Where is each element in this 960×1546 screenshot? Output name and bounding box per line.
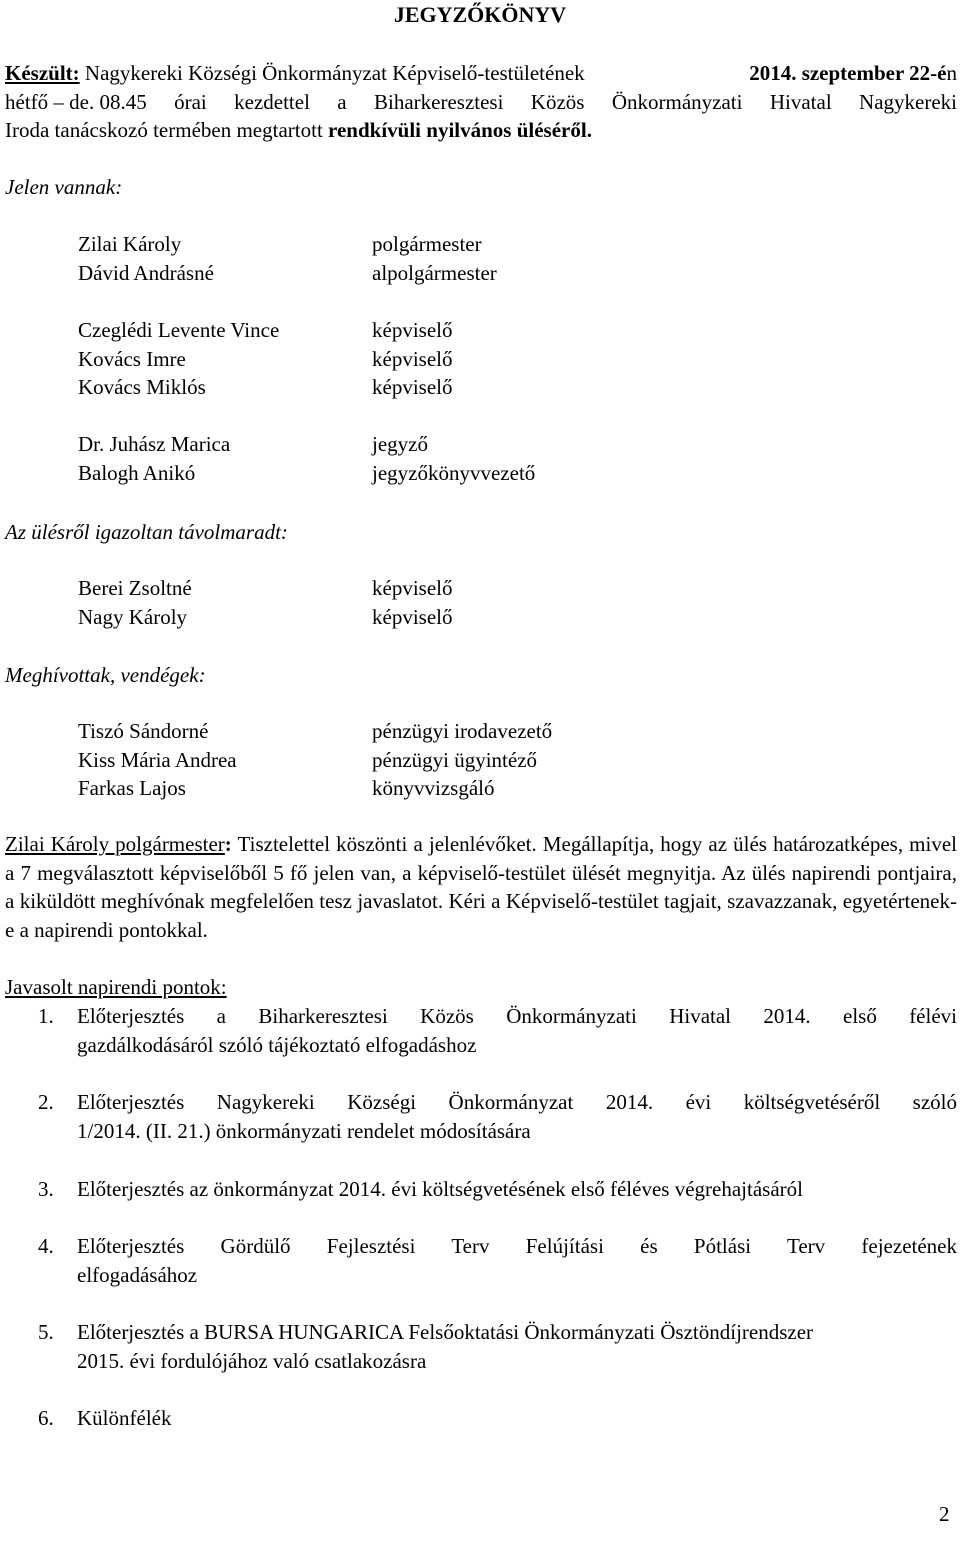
intro-text-3: Iroda tanácskozó termében megtartott <box>5 118 323 142</box>
opening-text: Tisztelettel köszönti a jelenlévőket. Megállapítja, hogy az ülés határozatképes, mivel a 7 megválasztott képviselőből 5 fő jelen van, a képviselő-testület ülését megnyitja. Az ülés napirendi pontjaira, a kiküldött meghívónak megfelelően tesz javaslatot. Kéri a Képviselő-testület tagjait, szavazzanak, egyetértenek-e a napirendi pontokkal. <box>5 832 958 942</box>
agenda-number: 2. <box>38 1090 54 1114</box>
guest-name: Kiss Mária Andrea <box>78 747 237 772</box>
absentee-role: képviselő <box>372 576 453 600</box>
intro-paragraph <box>5 59 957 145</box>
agenda-number: 4. <box>38 1234 54 1258</box>
absent-heading: Az ülésről igazoltan távolmaradt: <box>5 520 288 544</box>
present-group-1 <box>78 230 778 287</box>
absentee-name: Nagy Károly <box>78 604 188 629</box>
attendee-role: képviselő <box>372 346 453 371</box>
attendee-role: képviselő <box>372 375 453 399</box>
agenda-line: Különfélék <box>77 1406 172 1430</box>
agenda-line: Előterjesztés Gördülő Fejlesztési Terv Felújítási és Pótlási Terv fejezetének <box>77 1234 957 1258</box>
agenda-heading: Javasolt napirendi pontok: <box>5 975 227 999</box>
agenda-number: 6. <box>38 1406 54 1430</box>
agenda-line: gazdálkodásáról szóló tájékoztató elfogadáshoz <box>77 1032 477 1057</box>
roster-row <box>78 574 778 603</box>
speaker-label: Zilai Károly polgármester <box>5 832 225 856</box>
attendee-name: Czeglédi Levente Vince <box>78 318 280 342</box>
guest-role: pénzügyi irodavezető <box>372 719 553 743</box>
roster-row <box>78 746 778 775</box>
attendee-name: Kovács Imre <box>78 346 186 371</box>
attendee-role: jegyzőkönyvvezető <box>372 460 536 485</box>
guest-name: Farkas Lajos <box>78 776 186 800</box>
guests-heading: Meghívottak, vendégek: <box>5 663 206 687</box>
intro-text-2b: 45 órai kezdettel a Biharkeresztesi Közös Önkormányzati Hivatal Nagykereki <box>125 89 957 114</box>
roster-row <box>78 459 778 488</box>
roster-row <box>78 373 778 402</box>
agenda-item-1 <box>38 1002 958 1059</box>
speaker-colon: : <box>224 832 232 856</box>
intro-line-2 <box>5 88 957 117</box>
agenda-item-4 <box>38 1232 958 1289</box>
agenda-line: 2015. évi fordulójához való csatlakozásra <box>77 1348 427 1373</box>
attendee-role: alpolgármester <box>372 260 497 285</box>
document-title: JEGYZŐKÖNYV <box>393 2 567 27</box>
absentee-role: képviselő <box>372 604 453 629</box>
agenda-line: elfogadásához <box>77 1262 198 1287</box>
agenda-item-6 <box>38 1404 958 1433</box>
roster-row <box>78 774 778 803</box>
absentee-name: Berei Zsoltné <box>78 576 192 600</box>
meeting-type: rendkívüli nyilvános üléséről. <box>328 118 592 142</box>
agenda-number: 1. <box>38 1004 54 1028</box>
attendee-role: jegyző <box>372 432 428 456</box>
attendee-name: Balogh Anikó <box>78 460 196 485</box>
roster-row <box>78 603 778 632</box>
roster-row <box>78 230 778 259</box>
agenda-item-3 <box>38 1175 958 1204</box>
intro-tail: n <box>946 61 957 85</box>
attendee-role: polgármester <box>372 232 482 256</box>
intro-line-3 <box>5 116 957 145</box>
roster-row <box>78 259 778 288</box>
agenda-number: 3. <box>38 1177 54 1201</box>
present-group-3 <box>78 430 778 487</box>
attendee-name: Zilai Károly <box>78 232 182 256</box>
attendee-role: képviselő <box>372 318 453 342</box>
agenda-line: Előterjesztés az önkormányzat 2014. évi költségvetésének első féléves végrehajtásáról <box>77 1177 803 1201</box>
agenda-line: 1/2014. (II. 21.) önkormányzati rendelet módosítására <box>77 1118 531 1143</box>
roster-row <box>78 430 778 459</box>
opening-paragraph <box>5 830 957 944</box>
roster-row <box>78 345 778 374</box>
guest-list <box>78 717 778 803</box>
page-number: 2 <box>939 1502 950 1526</box>
agenda-line: Előterjesztés a Biharkeresztesi Közös Önkormányzati Hivatal 2014. első félévi <box>77 1004 957 1028</box>
present-group-2 <box>78 316 778 402</box>
intro-text-1: Nagykereki Községi Önkormányzat Képviselő-testületének <box>84 61 585 85</box>
attendee-name: Dávid Andrásné <box>78 260 214 285</box>
roster-row <box>78 717 778 746</box>
intro-text-2a: hétfő – de. 08. <box>5 89 126 114</box>
agenda-line: Előterjesztés a BURSA HUNGARICA Felsőoktatási Önkormányzati Ösztöndíjrendszer <box>77 1320 814 1344</box>
agenda-item-2 <box>38 1088 958 1145</box>
agenda-number: 5. <box>38 1320 54 1344</box>
guest-role: könyvvizsgáló <box>372 776 495 800</box>
agenda-item-5 <box>38 1318 958 1375</box>
absent-list <box>78 574 778 631</box>
intro-line-1 <box>5 59 957 88</box>
meeting-date: 2014. szeptember 22-é <box>749 61 947 85</box>
agenda-line: Előterjesztés Nagykereki Községi Önkormányzat 2014. évi költségvetéséről szóló <box>77 1090 957 1114</box>
attendee-name: Kovács Miklós <box>78 375 206 399</box>
roster-row <box>78 316 778 345</box>
intro-label: Készült: <box>5 61 80 85</box>
attendee-name: Dr. Juhász Marica <box>78 432 231 456</box>
present-heading: Jelen vannak: <box>5 175 123 199</box>
guest-name: Tiszó Sándorné <box>78 719 209 743</box>
guest-role: pénzügyi ügyintéző <box>372 747 538 772</box>
